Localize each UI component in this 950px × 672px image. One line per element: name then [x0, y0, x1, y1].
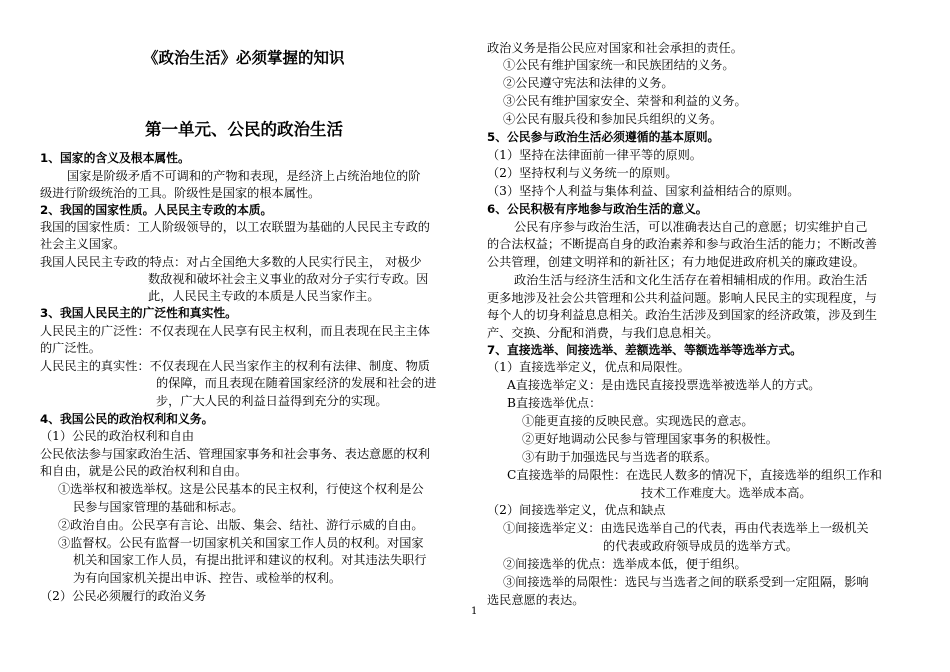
list-item-continued: 的代表或政府领导成员的选举方式。	[603, 539, 798, 553]
document-title: 《政治生活》必须掌握的知识	[143, 49, 345, 67]
list-item: ①选举权和被选举权。这是公民基本的民主权利，行使这个权利是公	[58, 482, 424, 496]
paragraph-line: 产、交换、分配和消费，与我们息息相关。	[487, 326, 719, 340]
list-item-continued: 技术工作难度大。选举成本高。	[641, 486, 812, 500]
paragraph-line: 数敌视和破坏社会主义事业的敌对分子实行专政。因	[148, 272, 429, 286]
list-item: A直接选举定义：是由选民直接投票选举被选举人的方式。	[507, 378, 821, 392]
list-item: B直接选举优点：	[507, 396, 602, 410]
subsection-heading: （1）直接选举定义，优点和局限性。	[487, 360, 690, 374]
paragraph-line: 公民有序参与政治生活，可以准确表达自己的意愿；切实维护自己	[514, 220, 868, 234]
subsection-heading: （2）间接选举定义，优点和缺点	[487, 503, 666, 517]
unit-heading: 第一单元、公民的政治生活	[145, 120, 343, 139]
subsection-heading: （2）公民必须履行的政治义务	[40, 589, 207, 603]
list-item: ②更好地调动公民参与管理国家事务的积极性。	[522, 432, 778, 446]
list-item: （1）坚持在法律面前一律平等的原则。	[487, 148, 702, 162]
page-number: 1	[471, 606, 478, 617]
paragraph-line: 我国的国家性质：工人阶级领导的，以工农联盟为基础的人民民主专政的	[40, 220, 430, 234]
list-item: ②间接选举的优点：选举成本低，便于组织。	[503, 557, 747, 571]
paragraph-line: 社会主义国家。	[40, 237, 126, 251]
paragraph-line: 级进行阶级统治的工具。阶级性是国家的根本属性。	[40, 186, 321, 200]
list-item: ①公民有维护国家统一和民族团结的义务。	[503, 58, 735, 72]
paragraph-line: 政治生活与经济生活和文化生活存在着相辅相成的作用。政治生活	[514, 273, 868, 287]
list-item: （2）坚持权利与义务统一的原则。	[487, 166, 678, 180]
paragraph-line: 公共管理，创建文明祥和的新社区；有力地促进政府机关的廉政建设。	[487, 255, 865, 269]
subsection-heading: （1）公民的政治权利和自由	[40, 429, 195, 443]
list-item-continued: 选民意愿的表达。	[487, 593, 585, 607]
list-item: ③监督权。公民有监督一切国家机关和国家工作人员的权利。对国家	[58, 536, 424, 550]
list-item: ①间接选举定义：由选民选举自己的代表，再由代表选举上一级机关	[503, 521, 869, 535]
list-item: ③公民有维护国家安全、荣誉和利益的义务。	[503, 94, 747, 108]
list-item-continued: 为有向国家机关提出申诉、控告、或检举的权利。	[73, 571, 342, 585]
section-heading-6: 6、公民积极有序地参与政治生活的意义。	[487, 202, 708, 216]
paragraph-line: 国家是阶级矛盾不可调和的产物和表现，是经济上占统治地位的阶	[67, 169, 421, 183]
section-heading-2: 2、我国的国家性质。人民民主专政的本质。	[40, 203, 273, 217]
section-heading-3: 3、我国人民民主的广泛性和真实性。	[40, 306, 237, 320]
paragraph-line: 公民依法参与国家政治生活、管理国家事务和社会事务、表达意愿的权利	[40, 447, 430, 461]
list-item: C直接选举的局限性：在选民人数多的情况下，直接选举的组织工作和	[507, 468, 882, 482]
list-item-continued: 民参与国家管理的基础和标志。	[73, 500, 244, 514]
paragraph-line: 和自由，就是公民的政治权利和自由。	[40, 464, 248, 478]
list-item: （3）坚持个人利益与集体利益、国家利益相结合的原则。	[487, 184, 800, 198]
paragraph-line: 我国人民民主专政的特点：对占全国绝大多数的人民实行民主， 对极少	[40, 255, 422, 269]
paragraph-line: 人民民主的真实性：不仅表现在人民当家作主的权利有法律、制度、物质	[40, 359, 430, 373]
paragraph-line: 更多地涉及社会公共管理和公共利益问题。影响人民民主的实现程度，与	[487, 291, 877, 305]
list-item: ②公民遵守宪法和法律的义务。	[503, 76, 674, 90]
paragraph-line: 的广泛性。	[40, 341, 101, 355]
section-heading-1: 1、国家的含义及根本属性。	[40, 151, 190, 165]
list-item: ②政治自由。公民享有言论、出版、集会、结社、游行示威的自由。	[58, 518, 424, 532]
section-heading-7: 7、直接选举、间接选举、差额选举、等额选举等选举方式。	[487, 343, 802, 357]
list-item: ③间接选举的局限性：选民与当选者之间的联系受到一定阻隔，影响	[503, 575, 869, 589]
paragraph-line: 政治义务是指公民应对国家和社会承担的责任。	[487, 41, 743, 55]
list-item: ③有助于加强选民与当选者的联系。	[522, 450, 717, 464]
list-item-continued: 机关和国家工作人员，有提出批评和建议的权利。对其违法失职行	[73, 553, 427, 567]
paragraph-line: 的保障，而且表现在随着国家经济的发展和社会的进	[156, 376, 437, 390]
section-heading-4: 4、我国公民的政治权利和义务。	[40, 412, 214, 426]
paragraph-line: 每个人的切身利益息息相关。政治生活涉及到国家的经济政策，涉及到生	[487, 308, 877, 322]
paragraph-line: 步，广大人民的利益日益得到充分的实现。	[156, 394, 388, 408]
section-heading-5: 5、公民参与政治生活必须遵循的基本原则。	[487, 130, 720, 144]
list-item: ①能更直接的反映民意。实现选民的意志。	[522, 414, 754, 428]
paragraph-line: 人民民主的广泛性：不仅表现在人民享有民主权利，而且表现在民主主体	[40, 324, 430, 338]
paragraph-line: 此，人民民主专政的本质是人民当家作主。	[148, 289, 380, 303]
paragraph-line: 的合法权益；不断提高自身的政治素养和参与政治生活的能力；不断改善	[487, 237, 877, 251]
list-item: ④公民有服兵役和参加民兵组织的义务。	[503, 112, 723, 126]
